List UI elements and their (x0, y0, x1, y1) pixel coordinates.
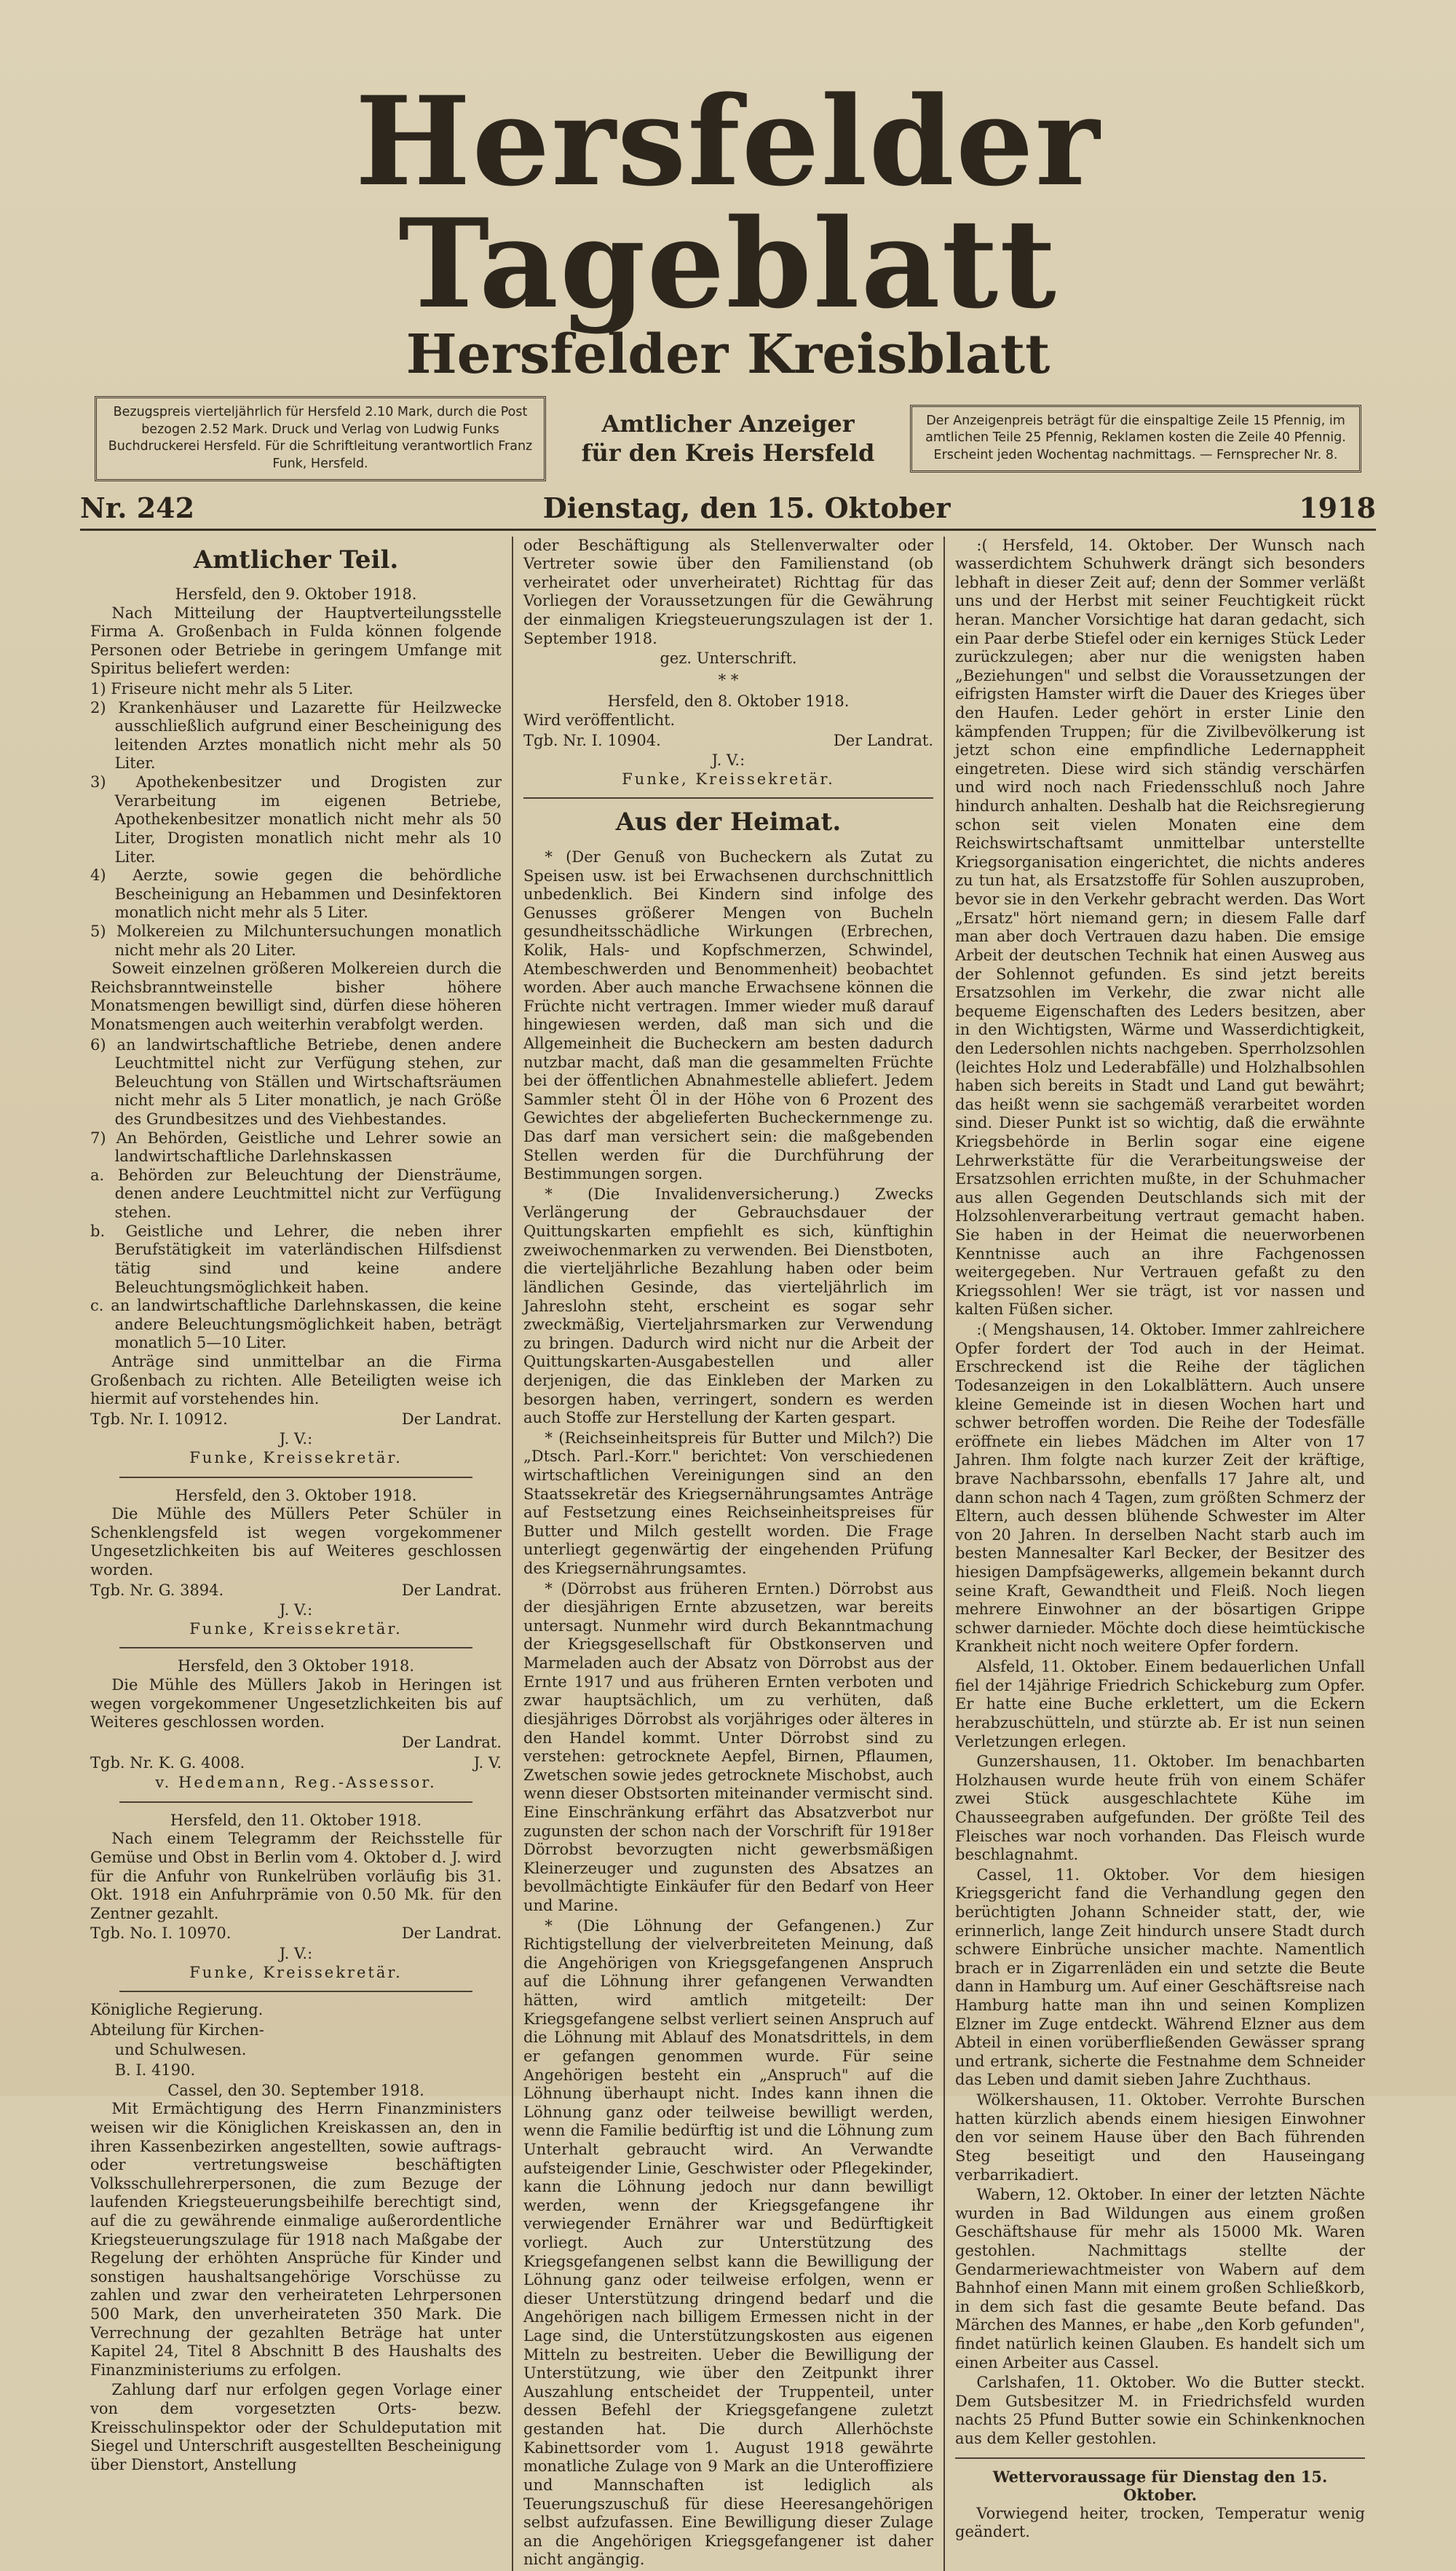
signature-iv: J. V.: (279, 1430, 313, 1448)
divider (119, 1647, 472, 1648)
tgb-number: Tgb. Nr. I. 10904. (523, 731, 661, 749)
notice-text: Zahlung darf nur erfolgen gegen Vorlage einer von dem vorgesetzten Orts- bezw. Kreisschulinspektor oder der Schuldeputation mit Siegel und Unterschrift ausgestellten Bescheinigung über Dienstort, Anstellung (90, 2381, 502, 2473)
anzeiger-line-1: Amtlicher Anzeiger (601, 410, 855, 438)
notice-text: Die Mühle des Müllers Jakob in Heringen ist wegen vorgekommener Ungesetzlichkeiten bis auf Weiteres geschlossen worden. (90, 1676, 502, 1731)
weather-heading: Wettervoraussage für Dienstag den 15. Oktober. (992, 2467, 1328, 2505)
authority-line: Abteilung für Kirchen- (90, 2021, 264, 2039)
article-text: * (Die Löhnung der Gefangenen.) Zur Richtigstellung der vielverbreiteten Meinung, daß die Angehörigen von Kriegsgefangenen Anspruch auf die Löhnung ihrer gefangenen Verwandten hätten, wird amtlich mitgeteilt: Der Kriegsgefangene selbst verliert seinen Anspruch auf die Löhnung mit Ablauf des Monatsdrittels, in dem er gefangen genommen wurde. Für seine Angehörigen besteht ein „Anspruch" auf die Löhnung überhaupt nicht. Indes kann ihnen die Löhnung ganz oder teilweise bewilligt werden, wenn die Familie bedürftig ist und die Löhnung zum Unterhalt gebraucht wird. An Verwandte aufsteigender Linie, Geschwister oder Pflegekinder, kann die Löhnung jedoch nur dann bewilligt werden, wenn der Kriegsgefangene ihr verwiegender Ernährer war und Bedürftigkeit vorliegt. Auch zur Unterstützung des Kriegsgefangenen selbst kann die Bewilligung der Löhnung ganz oder teilweise erfolgen, wenn er dieser Unterstützung dringend bedarf und die Angehörigen nach billigem Ermessen nicht in der Lage sind, die Unterstützungskosten aus eigenen Mitteln zu bestreiten. Ueber die Bewilligung der Unterstützung, wie über den Zeitpunkt ihrer Auszahlung entscheidet der Truppenteil, unter dessen Befehl der Kriegsgefangene zuletzt gestanden hat. Die durch Allerhöchste Kabinettsorder vom 1. August 1918 gewährte monatliche Zulage von 9 Mark an die Unteroffiziere und Mannschaften ist lediglich als Teuerungszuschuß für diese Heeresangehörigen selbst aufzufassen. Eine Bewilligung dieser Zulage an die Angehörigen Kriegsgefangener ist daher nicht angängig. (523, 1916, 933, 2569)
signature-title: Der Landrat. (401, 1410, 502, 1428)
notice-date: Cassel, den 30. September 1918. (167, 2081, 424, 2099)
article-text: Carlshafen, 11. Oktober. Wo die Butter steckt. Dem Gutsbesitzer M. in Friedrichsfeld wurden nachts 25 Pfund Butter sowie ein Schinkenknochen aus dem Keller gestohlen. (955, 2374, 1365, 2448)
signature-title: Der Landrat. (401, 1924, 502, 1943)
dateline (80, 491, 1376, 531)
notice-text: Anträge sind unmittelbar an die Firma Großenbach zu richten. Alle Beteiligten weise ich hiermit auf vorstehendes hin. (90, 1352, 502, 1408)
article-text: * (Reichseinheitspreis für Butter und Milch?) Die „Dtsch. Parl.-Korr." berichtet: Von verschiedenen wirtschaftlichen Vereinigungen sind an den Staatssekretär des Kriegsernährungsamtes Anträge auf Festsetzung eines Reichseinheitspreises für Butter und Milch gestellt worden. Die Frage unterliegt gegenwärtig der eingehenden Prüfung des Kriegsernährungsamtes. (523, 1429, 933, 1578)
divider (955, 2457, 1365, 2459)
notice-text: Soweit einzelnen größeren Molkereien durch die Reichsbranntweinstelle bisher höhere Monatsmengen bewilligt sind, dürfen diese höheren Monatsmengen auch weiterhin verabfolgt werden. (90, 960, 502, 1033)
divider (119, 1477, 472, 1478)
issue-number: Nr. 242 (80, 491, 195, 524)
column-2 (512, 537, 943, 2571)
signature-title: Der Landrat. (833, 731, 933, 749)
newspaper-subtitle: Hersfelder Kreisblatt (405, 323, 1051, 386)
signature-iv: J. V.: (279, 1945, 313, 1963)
tgb-number: Tgb. No. I. 10970. (90, 1924, 232, 1943)
signature-name: Funke, Kreissekretär. (622, 770, 835, 788)
article-text: Gunzershausen, 11. Oktober. Im benachbarten Holzhausen wurde heute früh von einem Schäfer zwei Stück ausgeschlachtete Kühe im Chausseegraben aufgefunden. Der größte Teil des Fleisches war noch vorhanden. Das Fleisch wurde beschlagnahmt. (955, 1753, 1365, 1864)
official-gazette-label (582, 409, 875, 467)
article-text: :( Mengshausen, 14. Oktober. Immer zahlreichere Opfer fordert der Tod auch in der Heimat. Erschreckend ist die Reihe der täglichen Todesanzeigen in den Lokalblättern. Auch unsere kleine Gemeinde ist in diesen Wochen hart und schwer betroffen worden. Die Reihe der Todesfälle eröffnete ein liebes Mädchen im Alter von 17 Jahren. Ihm folgte nach kurzer Zeit der kräftige, brave Nachbarssohn, ebenfalls 17 Jahre alt, und dann schon nach 4 Tagen, zum größten Schmerz der Eltern, auch dessen blühende Schwester im Alter von 20 Jahren. In derselben Nacht starb auch im besten Mannesalter Karl Becker, der Besitzer des hiesigen Dampfsägewerks, allgemein bekannt durch seine Kraft, Gewandtheit und Fleiß. Noch liegen mehrere Einwohner an der bösartigen Grippe schwer darnieder. Möchte doch diese heimtückische Krankheit nicht noch weitere Opfer fordern. (955, 1321, 1365, 1656)
notice-text: Mit Ermächtigung des Herrn Finanzministers weisen wir die Königlichen Kreiskassen an, den in ihren Kassenbezirken angestellten, sowie auftrags- oder vertretungsweise beschäftigten Volksschullehrerpersonen, die zum Bezuge der laufenden Kriegsteuerungsbeihilfe berechtigt sind, auf die zu gewährende einmalige außerordentliche Kriegsteuerungszulage für 1918 nach Maßgabe der Regelung der erhöhten Ansprüche für Kinder und sonstigen haushaltsangehörige Vorschüsse zu zahlen und zwar den verheirateten Lehrpersonen 500 Mark, den unverheirateten 350 Mark. Die Verrechnung der gezahlten Beträge hat unter Kapitel 24, Titel 8 Abschnitt B des Haushalts des Finanzministeriums zu erfolgen. (90, 2100, 502, 2379)
notice-text: oder Beschäftigung als Stellenverwalter oder Vertreter sowie über den Familienstand (ob verheiratet oder unverheiratet) Richttag für das Vorliegen der Voraussetzungen für die Gewährung der einmaligen Kriegsteuerungszulagen ist der 1. September 1918. (523, 536, 933, 647)
issue-date: Dienstag, den 15. Oktober (542, 491, 951, 524)
tgb-number: Tgb. Nr. G. 3894. (90, 1581, 224, 1599)
list-item: 4) Aerzte, sowie gegen die behördliche Bescheinigung an Hebammen und Desinfektoren monatlich nicht mehr als 5 Liter. (90, 866, 502, 922)
list-item: c. an landwirtschaftliche Darlehnskassen, die keine andere Beleuchtungsmöglichkeit haben, beträgt monatlich 5—10 Liter. (90, 1297, 502, 1352)
signature-name: v. Hedemann, Reg.-Assessor. (155, 1774, 437, 1792)
article-text: :( Hersfeld, 14. Oktober. Der Wunsch nach wasserdichtem Schuhwerk drängt sich besonders lebhaft in dieser Zeit auf; denn der Sommer verläßt uns und der Herbst mit seiner Feuchtigkeit rückt heran. Mancher Vorsichtige hat daran gedacht, sich ein Paar derbe Stiefel oder ein kerniges Stück Leder zurückzulegen; aber nur die wenigsten haben „Beziehungen" und selbst die Voraussetzungen der eifrigsten Hamster wirft die Dauer des Krieges über den Haufen. Leder gehört in erster Linie den kämpfenden Truppen; für die Zivilbevölkerung ist jetzt schon eine empfindliche Ledernappheit eingetreten. Diese wird sich ständig verschärfen und wird noch nach Friedensschluß noch Jahre hindurch anhalten. Deshalb hat die Reichsregierung schon seit vielen Monaten eine dem Reichswirtschaftsamt unmittelbar unterstellte Kriegsorganisation eingerichtet, die nichts anderes zu tun hat, als Ersatzstoffe für Sohlen auszuproben, bevor sie in den Verkehr gebracht werden. Das Wort „Ersatz" hört niemand gern; in diesem Falle darf man aber doch Vertrauen dazu haben. Die emsige Arbeit der deutschen Technik hat einen Ausweg aus der Sohlennot gefunden. Es sind jetzt bereits Ersatzsohlen im Verkehr, die zwar nicht alle bequeme Eigenschaften des Leders besitzen, aber in den Wichtigsten, Wärme und Wasserdichtigkeit, den Ledersohlen nichts nachgeben. Sperrholzsohlen (leichtes Holz und Lederabfälle) und Holzhalbsohlen haben sich bereits in Stadt und Land gut bewährt; das heißt wenn sie sachgemäß verarbeitet worden sind. Dieser Punkt ist so wichtig, daß die erwähnte Kriegsbehörde in Berlin sogar eine eigene Lehrwerkstätte für die Verarbeitungsweise der Ersatzsohlen errichten mußte, in der Schuhmacher aus allen Gegenden Deutschlands sich mit der Holzsohlenverarbeitung vertraut gemacht haben. Sie haben in der Heimat die neuerworbenen Kenntnisse auch an ihre Fachgenossen weitergegeben. Nur Vertrauen gefaßt zu den Kriegssohlen! Wer sie trägt, ist vor nassen und kalten Füßen sicher. (955, 536, 1365, 1319)
columns (80, 537, 1376, 2571)
tgb-number: Tgb. Nr. I. 10912. (90, 1410, 228, 1428)
article-text: * (Die Invalidenversicherung.) Zwecks Verlängerung der Gebrauchsdauer der Quittungskarten empfiehlt es sich, künftighin zweiwochenmarken zu verwenden. Bei Dienstboten, die vierteljährliche Bezahlung haben oder beim ländlichen Gesinde, das vierteljährlich im Jahreslohn steht, erscheint es sogar sehr zweckmäßig, Vierteljahrsmarken zur Verwendung zu bringen. Dadurch wird nicht nur die Arbeit der Quittungskarten-Ausgabestellen und aller derjenigen, die das Einkleben der Marken zu besorgen haben, verringert, sondern es werden auch Stoffe zur Herstellung der Karten gespart. (523, 1185, 933, 1427)
divider (119, 1801, 472, 1803)
signature-iv: J. V.: (711, 751, 745, 770)
column-1 (80, 537, 512, 2571)
section-heading-local: Aus der Heimat. (615, 807, 842, 837)
notice-text: Nach Mitteilung der Hauptverteilungsstelle Firma A. Großenbach in Fulda können folgende Personen oder Betriebe in geringem Umfange mit Spiritus beliefert werden: (90, 604, 502, 678)
star-separator: * * (718, 671, 739, 689)
authority-line: Königliche Regierung. (90, 2001, 264, 2019)
notice-date: Hersfeld, den 3. Oktober 1918. (175, 1486, 417, 1504)
article-text: Cassel, 11. Oktober. Vor dem hiesigen Kriegsgericht fand die Verhandlung gegen den berüchtigten Johann Schneider statt, der, wie erinnerlich, lange Zeit hindurch unsere Stadt durch schwere Einbrüche unsicher machte. Namentlich brach er in Zigarrenläden ein und setzte die Beute dann in Hamburg um. Auf einer Geschäftsreise nach Hamburg hatte man ihn und seinen Komplizen Elzner im Zuge entdeckt. Während Elzner aus dem Abteil in einen vorüberfließenden Gewässer sprang und ertrank, sicherte die Festnahme dem Schneider das Leben und damit sieben Jahre Zuchthaus. (955, 1865, 1365, 2089)
signature-iv: J. V.: (279, 1601, 313, 1619)
info-bar (95, 396, 1361, 481)
signature-name: gez. Unterschrift. (660, 649, 797, 668)
signature-iv: J. V. (473, 1753, 502, 1772)
article-text: Alsfeld, 11. Oktober. Einem bedauerlichen Unfall fiel der 14jährige Friedrich Schickeburg zum Opfer. Er hatte eine Buche erklettert, um die Eckern herabzuschütteln, und stürzte ab. Er ist nun seinen Verletzungen erlegen. (955, 1658, 1365, 1750)
weather-text: Vorwiegend heiter, trocken, Temperatur wenig geändert. (955, 2504, 1365, 2541)
article-text: Wölkershausen, 11. Oktober. Verrohte Burschen hatten kürzlich abends einem hiesigen Einwohner den vor seinem Hause über den Bach führenden Steg beseitigt und den Hauseingang verbarrikadiert. (955, 2091, 1365, 2184)
article-text: Wabern, 12. Oktober. In einer der letzten Nächte wurden in Bad Wildungen aus einem großen Geschäftshause für mehr als 15000 Mk. Waren gestohlen. Nachmittags stellte der Gendarmeriewachtmeister von Wabern auf dem Bahnhof einen Mann mit einem großen Schließkorb, in dem sich fast die gesamte Beute befand. Das Märchen des Mannes, er habe „den Korb gefunden", findet natürlich keinen Glauben. Es handelt sich um einen Arbeiter aus Cassel. (955, 2186, 1365, 2371)
section-heading-official: Amtlicher Teil. (193, 545, 399, 574)
signature-name: Funke, Kreissekretär. (189, 1449, 403, 1466)
notice-date: Hersfeld, den 3 Oktober 1918. (177, 1657, 415, 1675)
signature-name: Funke, Kreissekretär. (189, 1619, 403, 1638)
anzeiger-line-2: für den Kreis Hersfeld (581, 439, 875, 467)
divider (523, 797, 933, 799)
list-item: 2) Krankenhäuser und Lazarette für Heilzwecke ausschließlich aufgrund einer Bescheinigung des leitenden Arztes monatlich nicht mehr als 50 Liter. (90, 698, 502, 773)
list-item: 1) Friseure nicht mehr als 5 Liter. (90, 680, 354, 698)
notice-text: Wird veröffentlicht. (523, 711, 676, 729)
list-item: 6) an landwirtschaftliche Betriebe, denen andere Leuchtmittel nicht zur Verfügung stehen, zur Beleuchtung von Ställen und Wirtschaftsräumen nicht mehr als 5 Liter monatlich, je nach Größe des Grundbesitzes und des Viehbestandes. (90, 1035, 502, 1129)
list-item: 7) An Behörden, Geistliche und Lehrer sowie an landwirtschaftliche Darlehnskassen (90, 1129, 502, 1166)
list-item: b. Geistliche und Lehrer, die neben ihrer Berufstätigkeit im vaterländischen Hilfsdienst tätig sind und keine andere Beleuchtungsmöglichkeit haben. (90, 1222, 502, 1296)
article-text: * (Dörrobst aus früheren Ernten.) Dörrobst aus der diesjährigen Ernte abzusetzen, war bereits untersagt. Nunmehr wird durch Bekanntmachung der Kriegsgesellschaft für Obstkonserven und Marmeladen auch der Absatz von Dörrobst aus der Ernte 1917 und aus früheren Ernten verboten und zwar hauptsächlich, um zu verhüten, daß diesjähriges Dörrobst als vorjähriges oder älteres in den Handel kommt. Unter Dörrobst sind zu verstehen: getrocknete Aepfel, Birnen, Pflaumen, Zwetschen sowie jedes getrocknete Mischobst, auch wenn dieser Obstsorten miteinander vermischt sind. Eine Einschränkung erfährt das Absatzverbot nur zugunsten der schon nach der Vorschrift für 1918er Dörrobst bevorzugten nicht gewerbsmäßigen Kleinerzeuger und zugunsten des Absatzes an bevollmächtigte Einkäufer für den Bedarf von Heer und Marine. (523, 1579, 933, 1915)
notice-date: Hersfeld, den 11. Oktober 1918. (170, 1811, 422, 1829)
notice-date: Hersfeld, den 9. Oktober 1918. (175, 585, 417, 603)
list-item: a. Behörden zur Beleuchtung der Diensträume, denen andere Leuchtmittel nicht zur Verfügung stehen. (90, 1166, 502, 1222)
divider (119, 1991, 472, 1992)
masthead (80, 69, 1376, 531)
signature-title: Der Landrat. (401, 1581, 502, 1599)
subscription-box: Bezugspreis vierteljährlich für Hersfeld 2.10 Mark, durch die Post bezogen 2.52 Mark. Druck und Verlag von Ludwig Funks Buchdruckerei Hersfeld. Für die Schriftleitung verantwortlich Franz Funk, Hersfeld. (95, 396, 546, 481)
issue-year: 1918 (1299, 491, 1376, 524)
article-text: * (Der Genuß von Bucheckern als Zutat zu Speisen usw. ist bei Erwachsenen durchschnittlich unbedenklich. Bei Kindern sind infolge des Genusses größerer Mengen von Bucheln gesundheitsschädliche Wirkungen (Erbrechen, Kolik, Hals- und Kopfschmerzen, Schwindel, Atembeschwerden und Benommenheit) beobachtet worden. Aber auch manche Erwachsene können die Früchte nicht vertragen. Immer wieder muß darauf hingewiesen werden, daß man sich und die Allgemeinheit die Bucheckern am besten dadurch nutzbar macht, daß man die gesammelten Früchte bei der öffentlichen Abnahmestelle abliefert. Jedem Sammler steht Öl in der Höhe von 6 Prozent des Gewichtes der abgelieferten Bucheckernmenge zu. Das darf man versichert sein: die maßgebenden Stellen werden für die Durchführung der Bestimmungen sorgen. (523, 848, 933, 1183)
tgb-number: Tgb. Nr. K. G. 4008. (90, 1753, 245, 1772)
signature-title: Der Landrat. (401, 1733, 502, 1751)
notice-date: Hersfeld, den 8. Oktober 1918. (607, 692, 850, 711)
notice-text: Nach einem Telegramm der Reichsstelle für Gemüse und Obst in Berlin vom 4. Oktober d. J. wird für die Anfuhr von Runkelrüben vorläufig bis 31. Okt. 1918 ein Anfuhrprämie von 0.50 Mk. für den Zentner gezahlt. (90, 1830, 502, 1922)
list-item: 3) Apothekenbesitzer und Drogisten zur Verarbeitung im eigenen Betriebe, Apothekenbesitzer monatlich nicht mehr als 50 Liter, Drogisten monatlich nicht mehr als 10 Liter. (90, 773, 502, 866)
authority-line: und Schulwesen. (114, 2041, 247, 2059)
signature-name: Funke, Kreissekretär. (189, 1963, 403, 1981)
reference-number: B. I. 4190. (114, 2061, 196, 2080)
column-3 (943, 537, 1375, 2571)
notice-text: Die Mühle des Müllers Peter Schüler in Schenklengsfeld ist wegen vorgekommener Ungesetzlichkeiten bis auf Weiteres geschlossen worden. (90, 1505, 502, 1579)
advertising-box: Der Anzeigenpreis beträgt für die einspaltige Zeile 15 Pfennig, im amtlichen Teile 25 Pfennig, Reklamen kosten die Zeile 40 Pfennig. Erscheint jeden Wochentag nachmittags. — Fernsprecher Nr. 8. (910, 405, 1361, 473)
newspaper-title: Hersfelder Tageblatt (355, 69, 1101, 336)
list-item: 5) Molkereien zu Milchuntersuchungen monatlich nicht mehr als 20 Liter. (90, 922, 502, 959)
